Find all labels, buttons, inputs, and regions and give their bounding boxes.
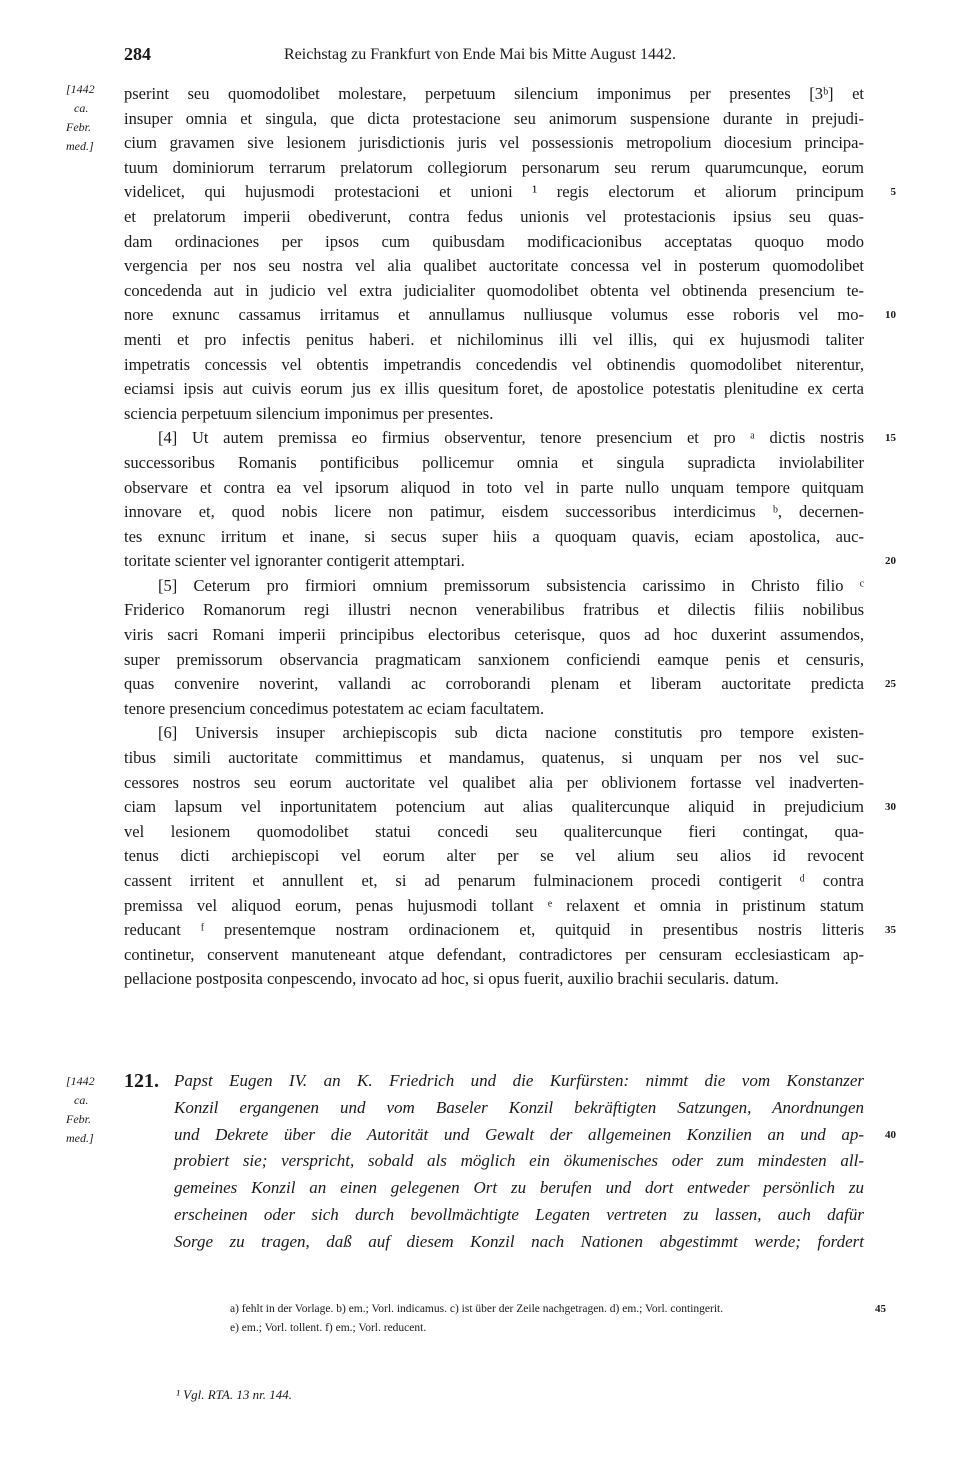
text-line-content: successoribus Romanis pontificibus pollicemur omnia et singula supradicta inviolabiliter: [124, 452, 864, 472]
text-line-content: viris sacri Romani imperii principibus electoribus ceterisque, quos ad hoc duxerint assumendos,: [124, 625, 864, 645]
text-line: [124, 426, 896, 451]
text-line: [124, 451, 864, 476]
line-number: 15: [885, 432, 896, 445]
text-line-content: continetur, conservent manuteneant atque defendant, contradictores per censuram ecclesiasticam ap-: [124, 944, 864, 964]
text-line: [124, 377, 864, 402]
line-number: 25: [885, 678, 896, 691]
entry-line-content: Papst Eugen IV. an K. Friedrich und die Kurfürsten: nimmt die vom Konstanzer: [174, 1071, 864, 1090]
margin-date-line: [1442: [66, 82, 95, 96]
margin-date-line: med.]: [66, 1131, 94, 1145]
text-line-content: insuper omnia et singula, que dicta protestacione seu animorum suspensione durante in prejudi-: [124, 108, 864, 128]
entry-line: [174, 1202, 864, 1229]
line-number: 5: [890, 186, 896, 199]
entry-line-content: erscheinen oder sich durch bevollmächtigte Legaten vertreten zu lassen, auch dafür: [174, 1204, 864, 1224]
text-line-content: [4] Ut autem premissa eo firmius observentur, tenore presencium et pro ᵃ dictis nostris: [158, 428, 864, 448]
text-line-content: eciamsi ipsis aut cuivis eorum jus ex illis quesitum foret, de apostolice potestatis plenitudine ex certa: [124, 379, 864, 399]
entry-line-content: gemeines Konzil an einen gelegenen Ort zu berufen und dort entweder persönlich zu: [174, 1178, 864, 1198]
text-line: [124, 230, 864, 255]
text-line: [124, 869, 864, 894]
text-line-content: Friderico Romanorum regi illustri necnon venerabilibus fratribus et dilectis filiis nobilibus: [124, 600, 864, 620]
margin-date-line: [1442: [66, 1074, 95, 1088]
text-line-content: toritate scienter vel ignoranter contigerit attemptari.: [124, 551, 465, 571]
margin-date-line: Febr.: [66, 120, 91, 134]
line-number: 40: [885, 1128, 896, 1141]
text-line: [124, 967, 864, 992]
text-line: [124, 894, 864, 919]
text-line-content: vergencia per nos seu nostra vel alia qualibet auctoritate concessa vel in posterum quomodolibet: [124, 256, 864, 276]
text-line-content: pellacione postposita conpescendo, invocato ad hoc, si opus fuerit, auxilio brachii secularis. datum.: [124, 969, 779, 989]
text-line-content: reducant ᶠ presentemque nostram ordinacionem et, quitquid in presentibus nostris litteris: [124, 920, 864, 940]
text-line: [124, 500, 864, 525]
page-number: 284: [124, 44, 151, 64]
text-line-content: impetratis concessis vel obtentis impetrandis concedendis vel obtinendis quomodolibet niterentur,: [124, 354, 864, 374]
entry-line: [174, 1229, 864, 1256]
entry-line-content: Sorge zu tragen, daß auf diesem Konzil nach Nationen abgestimmt werde; fordert: [174, 1231, 864, 1251]
entry-line-content: und Dekrete über die Autorität und Gewalt der allgemeinen Konzilien an und ap-: [174, 1124, 864, 1144]
running-title: Reichstag zu Frankfurt von Ende Mai bis Mitte August 1442.: [284, 46, 676, 63]
text-line: [124, 943, 864, 968]
text-line-content: premissa vel aliquod eorum, penas hujusmodi tollant ᵉ relaxent et omnia in pristinum statum: [124, 895, 864, 915]
text-line-content: nore exnunc cassamus irritamus et annullamus nulliusque volumus esse roboris vel mo-: [124, 305, 864, 325]
text-line: [124, 549, 896, 574]
critical-note-text: a) fehlt in der Vorlage. b) em.; Vorl. indicamus. c) ist über der Zeile nachgetragen. d) em.; Vorl. contingerit.: [230, 1303, 724, 1315]
entry-number: 121.: [124, 1070, 159, 1092]
line-number: 30: [885, 801, 896, 814]
text-line-content: [5] Ceterum pro firmiori omnium premissorum subsistencia carissimo in Christo filio ᶜ: [158, 575, 864, 595]
text-line: [124, 402, 864, 427]
text-line: [124, 697, 864, 722]
text-line-content: tenore presencium concedimus potestatem ac eciam facultatem.: [124, 698, 545, 718]
text-line-content: tuum dominiorum terrarum prelatorum collegiorum personarum seu rerum quarumcunque, eorum: [124, 157, 864, 177]
text-line: [124, 648, 864, 673]
margin-date-line: ca.: [74, 101, 89, 115]
text-line-content: quas convenire noverint, vallandi ac corroborandi plenam et liberam auctoritate predicta: [124, 674, 864, 694]
entry-line-content: Konzil ergangenen und vom Baseler Konzil bekräftigten Satzungen, Anordnungen: [174, 1097, 864, 1117]
text-line-content: observare et contra ea vel ipsorum aliquod in toto vel in parte nullo unquam tempore quitquam: [124, 477, 864, 497]
text-line: [124, 598, 864, 623]
text-line: [124, 820, 864, 845]
entry-line: [174, 1095, 864, 1122]
margin-date-entry: [66, 1072, 95, 1148]
text-line-content: tenus dicti archiepiscopi vel eorum alter per se vel alium seu alios id revocent: [124, 846, 864, 866]
text-line-content: concedenda aut in judicio vel extra judicialiter quomodolibet obtenta vel obtinenda presencium te-: [124, 280, 864, 300]
text-line-content: tibus simili auctoritate committimus et mandamus, quatenus, si unquam per nos vel suc-: [124, 748, 864, 768]
text-line: [124, 107, 864, 132]
text-line: [124, 795, 896, 820]
text-line-content: cessores nostros seu eorum auctoritate vel qualibet alia per oblivionem fortasse vel inadverten-: [124, 772, 864, 792]
text-line: [124, 672, 896, 697]
margin-date-top: [66, 80, 95, 156]
text-line: [124, 180, 896, 205]
text-line: [124, 476, 864, 501]
critical-note-line: [230, 1319, 880, 1338]
text-line-content: [6] Universis insuper archiepiscopis sub dicta nacione constitutis pro tempore existen-: [158, 723, 864, 743]
line-number: 20: [885, 555, 896, 568]
text-line: [124, 623, 864, 648]
text-line: [124, 131, 864, 156]
text-line: [124, 279, 864, 304]
text-line-content: videlicet, qui hujusmodi protestacioni et unioni ¹ regis electorum et aliorum principum: [124, 182, 864, 202]
text-line: [124, 254, 864, 279]
entry-line: [174, 1175, 864, 1202]
margin-date-line: med.]: [66, 139, 94, 153]
text-line: [124, 205, 864, 230]
text-line: [124, 746, 864, 771]
text-line: [124, 771, 864, 796]
margin-date-line: ca.: [74, 1093, 89, 1107]
text-line-content: cassent irritent et annullent et, si ad penarum fulminacionem procedi contigerit ᵈ contra: [124, 871, 864, 890]
text-line-content: dam ordinaciones per ipsos cum quibusdam modificacionibus acceptatas quoquo modo: [124, 231, 864, 251]
text-line: [124, 721, 864, 746]
footnote: ¹ Vgl. RTA. 13 nr. 144.: [176, 1387, 292, 1402]
line-number: 10: [885, 309, 896, 322]
line-number: 35: [885, 924, 896, 937]
critical-note-line: [230, 1300, 886, 1319]
text-line: [124, 525, 864, 550]
entry-line: [174, 1148, 864, 1175]
running-header: [124, 44, 864, 68]
text-line: [124, 328, 864, 353]
critical-note-text: e) em.; Vorl. tollent. f) em.; Vorl. reducent.: [230, 1322, 427, 1334]
text-line-content: menti et pro infectis penitus haberi. et nichilominus illi vel illis, qui ex hujusmodi taliter: [124, 329, 864, 349]
text-line-content: et prelatorum imperii obediverunt, contra fedus unionis vel protestacionis ipsius seu quas-: [124, 206, 864, 226]
text-line-content: cium gravamen sive lesionem jurisdictionis juris vel possessionis metropolium diocesium principa-: [124, 133, 864, 153]
text-line: [124, 574, 864, 599]
text-line-content: sciencia perpetuum silencium imponimus per presentes.: [124, 403, 494, 423]
text-line: [124, 303, 896, 328]
text-line: [124, 353, 864, 378]
text-line: [124, 918, 896, 943]
entry-summary: [174, 1068, 896, 1256]
text-line-content: pserint seu quomodolibet molestare, perpetuum silencium imponimus per presentes [3ᵇ] et: [124, 84, 864, 103]
entry-line: [174, 1068, 864, 1095]
text-line-content: super premissorum observancia pragmaticam sanxionem conficiendi eamque penis et censuris,: [124, 649, 864, 669]
text-line-content: tes exnunc irritum et inane, si secus super hiis a quoquam quavis, eciam apostolica, auc-: [124, 526, 864, 546]
line-number: 45: [875, 1303, 886, 1315]
text-line-content: ciam lapsum vel inportunitatem potencium aut alias qualitercunque aliquid in prejudicium: [124, 797, 864, 817]
text-line: [124, 844, 864, 869]
text-line: [124, 82, 864, 107]
entry-line-content: probiert sie; verspricht, sobald als möglich ein ökumenisches oder zum mindesten all-: [174, 1151, 864, 1171]
text-line-content: innovare et, quod nobis licere non patimur, eisdem successoribus interdicimus ᵇ, decernen-: [124, 502, 864, 522]
margin-date-line: Febr.: [66, 1112, 91, 1126]
text-line: [124, 156, 864, 181]
text-line-content: vel lesionem quomodolibet statui concedi seu qualitercunque fieri contingat, qua-: [124, 821, 864, 841]
main-text: [124, 82, 896, 992]
critical-apparatus: [230, 1300, 886, 1338]
entry-line: [174, 1122, 896, 1149]
